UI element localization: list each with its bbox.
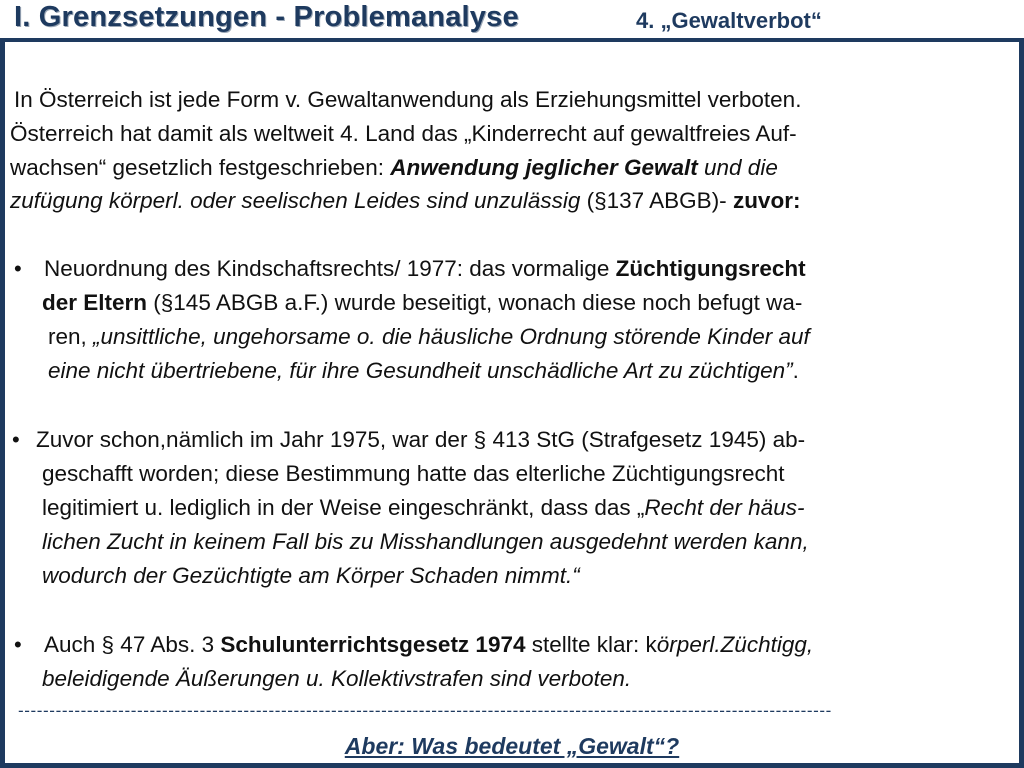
bullet2-quote: Recht der häus- [644, 495, 805, 520]
bullet1-line-2 [42, 288, 802, 318]
bullet2-text: geschafft worden; diese Bestimmung hatte das elterliche Züchtigungsrecht [42, 461, 785, 486]
bullet2-text: Zuvor schon,nämlich im Jahr 1975, war der § 413 StG (Strafgesetz 1945) ab- [36, 427, 806, 452]
dashed-divider: ---------------------------------------------------------------------------------------------------------------------------------- [18, 702, 832, 720]
intro-text: (§137 ABGB)- [580, 188, 733, 213]
bullet2-line-2 [42, 459, 785, 489]
slide-subtitle: 4. „Gewaltverbot“ [636, 8, 822, 33]
intro-text: wachsen“ gesetzlich festgeschrieben: [10, 155, 391, 180]
intro-text: In Österreich ist jede Form v. Gewaltanwendung als Erziehungsmittel verboten. [14, 87, 802, 112]
bullet1-text: . [792, 358, 799, 383]
title-bar [0, 0, 1024, 42]
bullet1-bold: Züchtigungsrecht [615, 256, 806, 281]
bullet-marker: • [12, 427, 20, 452]
slide-title: I. Grenzsetzungen - Problemanalyse [14, 1, 519, 33]
bullet-marker: • [14, 632, 22, 657]
bullet1-line-3 [48, 322, 810, 352]
bullet2-line-3 [42, 493, 804, 523]
bullet1-bold: der Eltern [42, 290, 148, 315]
intro-line-3 [10, 153, 778, 183]
bullet1-text: Neuordnung des Kindschaftsrechts/ 1977: das vormalige [44, 256, 616, 281]
bullet3-line-2 [42, 664, 631, 694]
bullet2-quote: lichen Zucht in keinem Fall bis zu Misshandlungen ausgedehnt werden kann, [42, 529, 809, 554]
bullet1-line-1 [44, 254, 806, 284]
closing-question: Aber: Was bedeutet „Gewalt“? [344, 733, 680, 759]
bullet2-line-4 [42, 527, 809, 557]
intro-line-4 [10, 186, 800, 216]
bullet3-text: Auch § 47 Abs. 3 [44, 632, 221, 657]
bullet1-quote: „unsittliche, ungehorsame o. die häusliche Ordnung störende Kinder auf [93, 324, 810, 349]
bullet2-quote: wodurch der Gezüchtigte am Körper Schaden nimmt.“ [42, 563, 580, 588]
bullet3-italic: beleidigende Äußerungen u. Kollektivstrafen sind verboten. [42, 666, 632, 691]
bullet2-line-1 [36, 425, 805, 455]
intro-line-1 [14, 85, 801, 115]
bullet3-text: stellte klar: k [525, 632, 657, 657]
bullet2-text: legitimiert u. lediglich in der Weise eingeschränkt, dass das „ [42, 495, 645, 520]
bullet3-bold: Schulunterrichtsgesetz 1974 [220, 632, 526, 657]
bullet1-text: (§145 ABGB a.F.) wurde beseitigt, wonach diese noch befugt wa- [147, 290, 803, 315]
intro-emphasis: Anwendung jeglicher Gewalt [390, 155, 698, 180]
bullet-marker: • [14, 256, 22, 281]
intro-italic: und die [697, 155, 778, 180]
bullet3-line-1 [44, 630, 813, 660]
bullet1-quote: eine nicht übertriebene, für ihre Gesundheit unschädliche Art zu züchtigen” [48, 358, 793, 383]
intro-text: Österreich hat damit als weltweit 4. Land das „Kinderrecht auf gewaltfreies Auf- [10, 121, 797, 146]
bullet3-italic: örperl.Züchtigg, [656, 632, 814, 657]
intro-bold: zuvor: [732, 188, 801, 213]
intro-line-2 [10, 119, 797, 149]
bullet1-line-4 [48, 356, 799, 386]
intro-italic: zufügung körperl. oder seelischen Leides sind unzulässig [10, 188, 581, 213]
bullet2-line-5 [42, 561, 580, 591]
bullet1-text: ren, [48, 324, 94, 349]
